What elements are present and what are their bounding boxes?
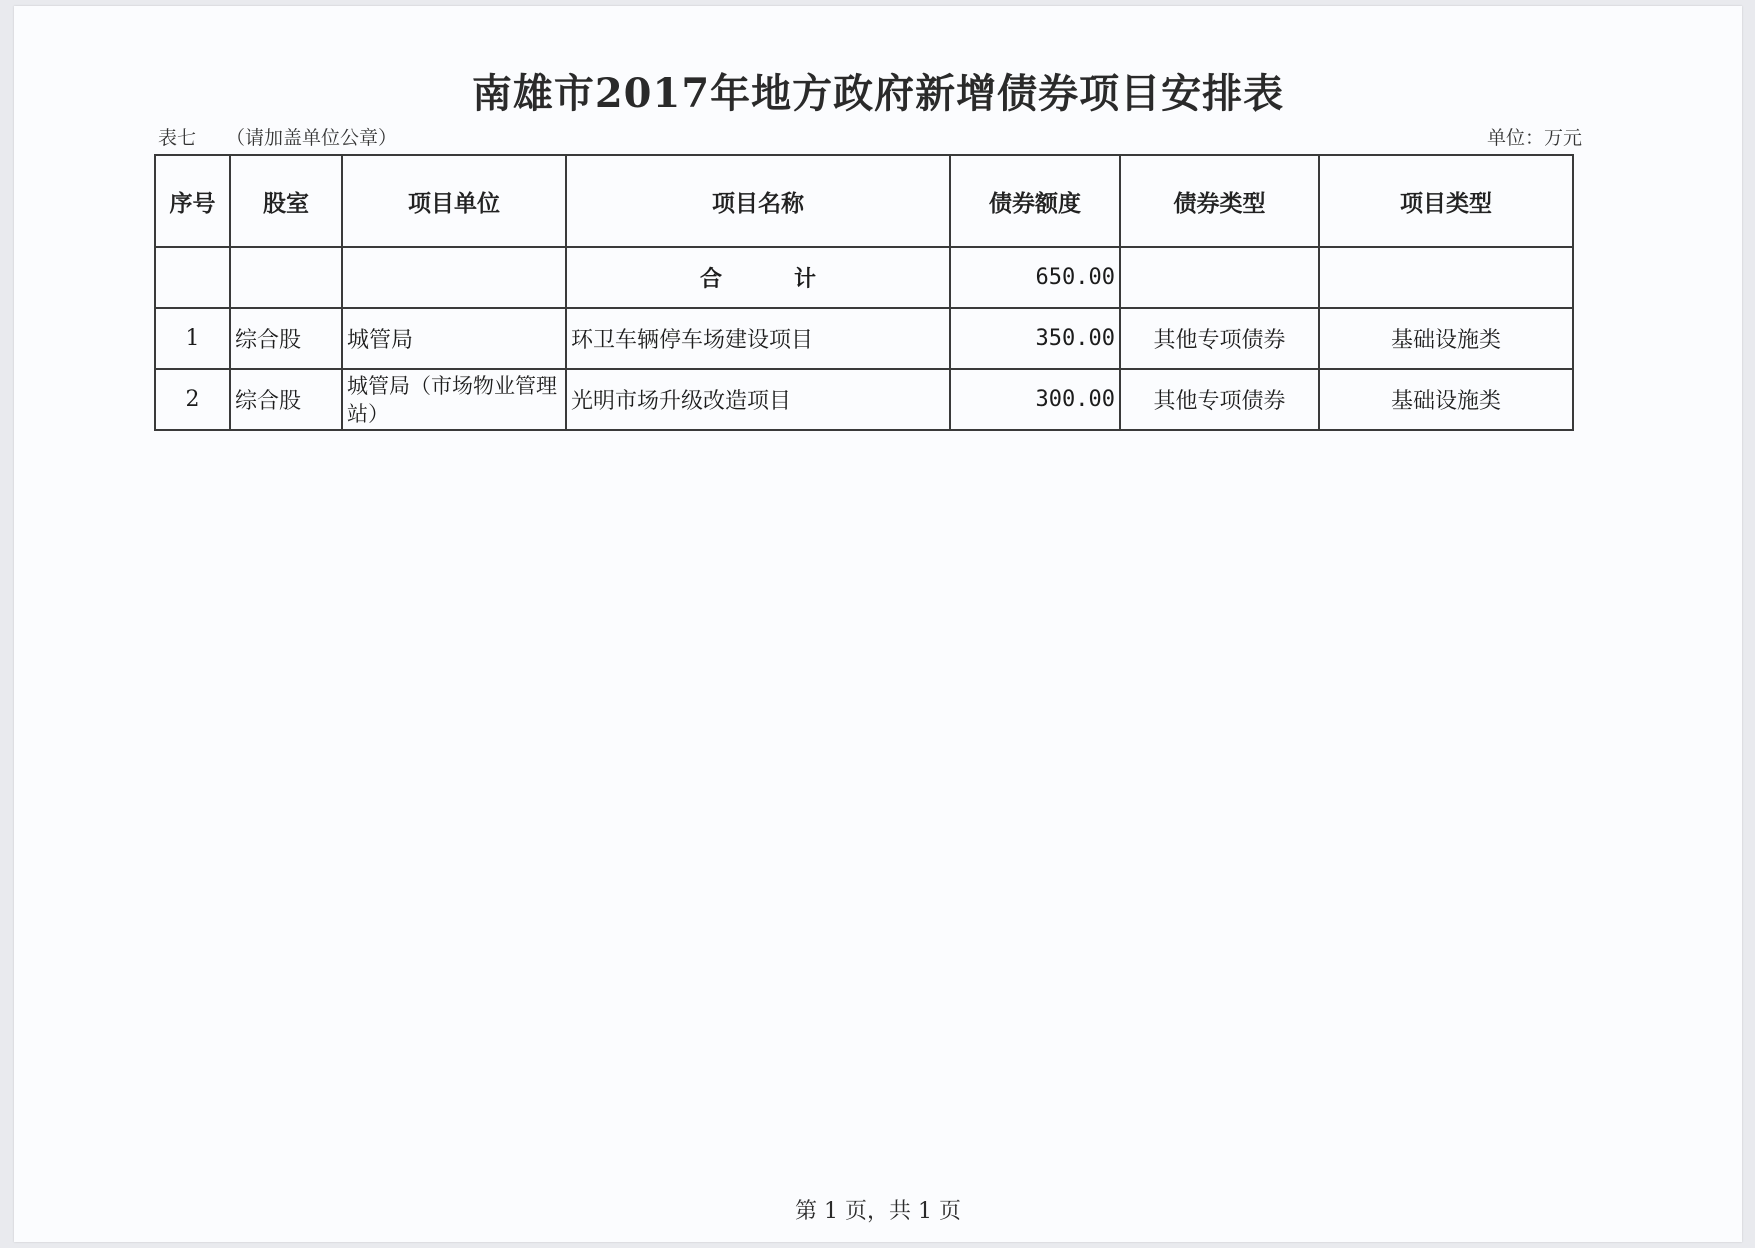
total-cell [1319, 247, 1573, 308]
total-label-left: 合 [699, 267, 722, 292]
header-bond-amount: 债券额度 [950, 155, 1120, 247]
total-cell [230, 247, 342, 308]
total-row [155, 247, 1573, 308]
row-section: 综合股 [230, 369, 342, 430]
header-no: 序号 [155, 155, 230, 247]
header-section: 股室 [230, 155, 342, 247]
table-number: 表七 [158, 127, 197, 149]
total-label-right: 计 [794, 267, 817, 292]
row-project-name: 光明市场升级改造项目 [566, 369, 950, 430]
table-caption [158, 123, 397, 150]
header-project-unit: 项目单位 [342, 155, 566, 247]
row-bond-amount: 300.00 [950, 369, 1120, 430]
total-cell [155, 247, 230, 308]
stamp-note: （请加盖单位公章） [226, 127, 398, 149]
row-project-unit: 城管局（市场物业管理站） [342, 369, 566, 430]
page-title: 南雄市2017年地方政府新增债券项目安排表 [471, 70, 1285, 117]
total-cell [342, 247, 566, 308]
row-no: 2 [155, 369, 230, 430]
table-row [155, 308, 1573, 369]
header-project-type: 项目类型 [1319, 155, 1573, 247]
page-number: 第 1 页，共 1 页 [795, 1199, 961, 1224]
row-no: 1 [155, 308, 230, 369]
header-row [155, 155, 1573, 247]
table-row [155, 369, 1573, 430]
row-bond-type: 其他专项债券 [1120, 308, 1319, 369]
bond-project-table [154, 154, 1574, 431]
unit-label: 单位：万元 [1486, 127, 1582, 149]
row-bond-amount: 350.00 [950, 308, 1120, 369]
header-project-name: 项目名称 [566, 155, 950, 247]
row-project-type: 基础设施类 [1319, 308, 1573, 369]
total-amount: 650.00 [950, 247, 1120, 308]
row-project-type: 基础设施类 [1319, 369, 1573, 430]
row-project-unit: 城管局 [342, 308, 566, 369]
header-bond-type: 债券类型 [1120, 155, 1319, 247]
row-project-name: 环卫车辆停车场建设项目 [566, 308, 950, 369]
total-cell [1120, 247, 1319, 308]
row-section: 综合股 [230, 308, 342, 369]
total-label-cell [566, 247, 950, 308]
total-label [700, 262, 816, 293]
row-bond-type: 其他专项债券 [1120, 369, 1319, 430]
document-page [14, 6, 1742, 1242]
